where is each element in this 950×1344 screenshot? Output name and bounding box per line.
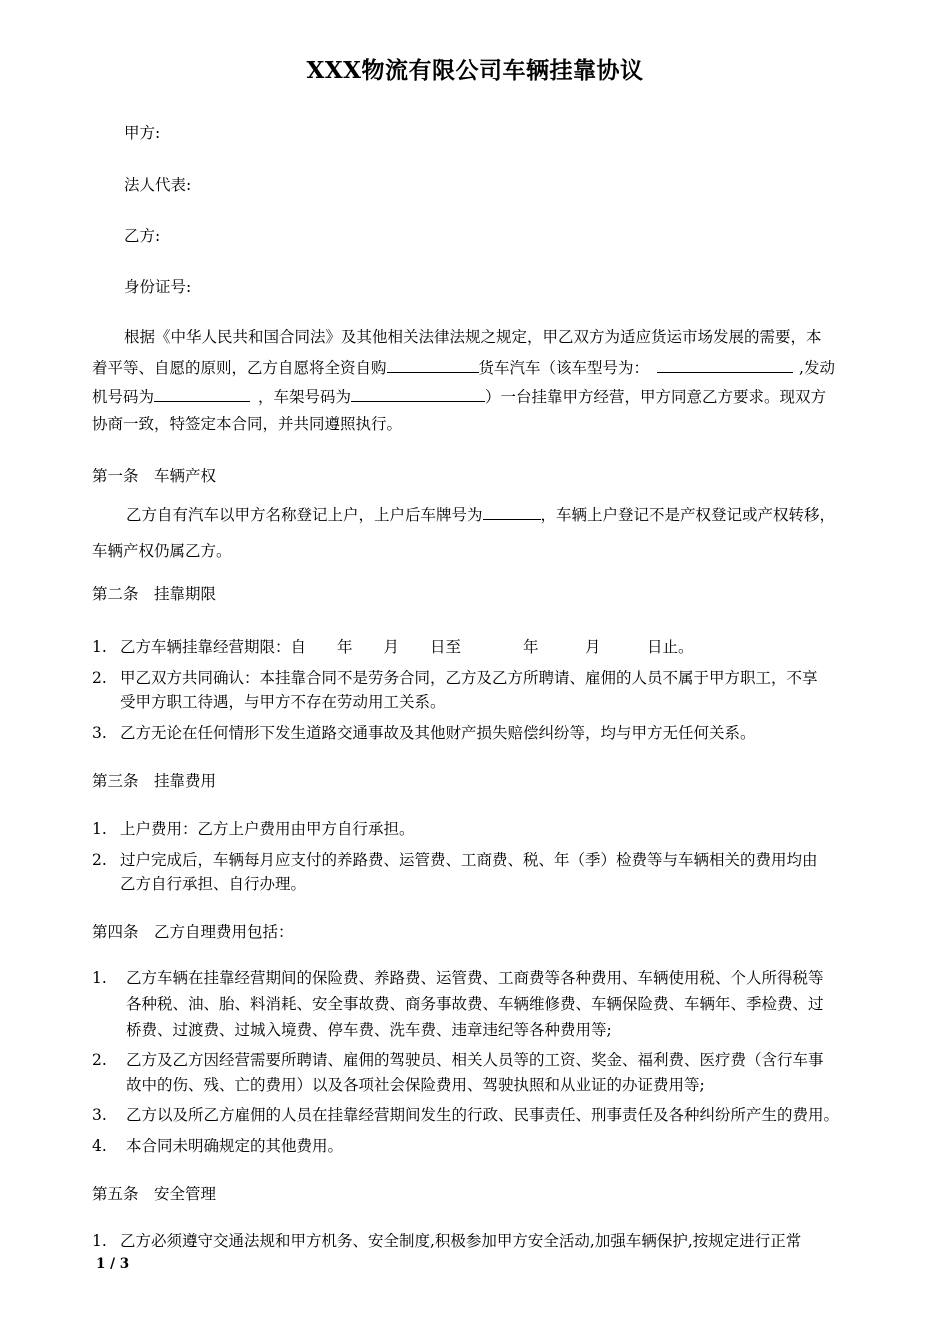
preamble-text: ）一台挂靠甲方经营，甲方同意乙方要求。现双方 — [485, 388, 827, 406]
preamble-line-2 — [92, 357, 835, 378]
party-a-label: 甲方: — [124, 124, 161, 142]
frame-number-blank — [351, 386, 485, 402]
article-4-item-1-line-1: 乙方车辆在挂靠经营期间的保险费、养路费、运管费、工商费等各种费用、车辆使用税、个人所得税等 — [126, 969, 824, 987]
article-3-item-2-line-1: 过户完成后，车辆每月应支付的养路费、运管费、工商费、税、年（季）检费等与车辆相关的费用均由 — [120, 851, 818, 869]
article-1-heading: 第一条 车辆产权 — [92, 467, 217, 485]
article-3-item-2-line-2: 乙方自行承担、自行办理。 — [120, 875, 307, 893]
page-title: XXX物流有限公司车辆挂靠协议 — [306, 57, 644, 84]
preamble-text: 着平等、自愿的原则，乙方自愿将全资自购 — [92, 359, 387, 377]
article-text: 乙方自有汽车以甲方名称登记上户，上户后车牌号为 — [126, 506, 483, 524]
preamble-text: ,发动 — [799, 359, 835, 377]
article-1-line-2: 车辆产权仍属乙方。 — [92, 542, 232, 560]
list-number: 1. — [92, 1232, 107, 1250]
preamble-text: ，车架号码为 — [258, 388, 352, 406]
article-2-heading: 第二条 挂靠期限 — [92, 585, 217, 603]
list-number: 3. — [92, 724, 107, 742]
page-number: 1 / 3 — [96, 1256, 130, 1272]
preamble-line-4: 协商一致，特签定本合同，并共同遵照执行。 — [92, 415, 403, 433]
preamble-line-1: 根据《中华人民共和国合同法》及其他相关法律法规之规定，甲乙双方为适应货运市场发展的需要，本 — [124, 328, 822, 346]
list-number: 4. — [92, 1137, 107, 1155]
article-4-item-1-line-3: 桥费、过渡费、过城入境费、停车费、洗车费、违章违纪等各种费用等; — [126, 1021, 612, 1039]
list-number: 3. — [92, 1106, 107, 1124]
legal-rep-label: 法人代表: — [124, 176, 192, 194]
list-number: 1. — [92, 820, 107, 838]
list-number: 2. — [92, 669, 107, 687]
article-4-item-2-line-1: 乙方及乙方因经营需要所聘请、雇佣的驾驶员、相关人员等的工资、奖金、福利费、医疗费（含行车事 — [126, 1051, 824, 1069]
preamble-line-3 — [92, 386, 826, 407]
vehicle-model-blank — [657, 357, 793, 373]
article-3-heading: 第三条 挂靠费用 — [92, 772, 217, 790]
article-2-item-1: 乙方车辆挂靠经营期限：自 年 月 日至 年 月 日止。 — [120, 638, 694, 656]
article-4-item-4: 本合同未明确规定的其他费用。 — [126, 1137, 344, 1155]
preamble-text: 机号码为 — [92, 388, 155, 406]
vehicle-brand-blank — [387, 357, 479, 373]
list-number: 1. — [92, 969, 107, 987]
article-2-item-2-line-1: 甲乙双方共同确认：本挂靠合同不是劳务合同，乙方及乙方所聘请、雇佣的人员不属于甲方职工，不享 — [120, 669, 818, 687]
article-4-item-3: 乙方以及所乙方雇佣的人员在挂靠经营期间发生的行政、民事责任、刑事责任及各种纠纷所产生的费用。 — [126, 1106, 840, 1124]
article-2-item-3: 乙方无论在任何情形下发生道路交通事故及其他财产损失赔偿纠纷等，均与甲方无任何关系。 — [120, 724, 756, 742]
party-b-label: 乙方: — [124, 227, 161, 245]
article-4-item-2-line-2: 故中的伤、残、亡的费用）以及各项社会保险费用、驾驶执照和从业证的办证费用等; — [126, 1076, 705, 1094]
article-4-heading: 第四条 乙方自理费用包括： — [92, 923, 294, 941]
preamble-text: 货车汽车（该车型号为： — [478, 359, 650, 377]
list-number: 2. — [92, 851, 107, 869]
article-3-item-1: 上户费用：乙方上户费用由甲方自行承担。 — [120, 820, 415, 838]
article-5-heading: 第五条 安全管理 — [92, 1185, 217, 1203]
engine-number-blank — [154, 386, 250, 402]
list-number: 1. — [92, 638, 107, 656]
article-2-item-2-line-2: 受甲方职工待遇，与甲方不存在劳动用工关系。 — [120, 693, 446, 711]
list-number: 2. — [92, 1051, 107, 1069]
article-text: ，车辆上户登记不是产权登记或产权转移， — [540, 506, 836, 524]
plate-number-blank — [483, 504, 541, 520]
article-5-item-1: 乙方必须遵守交通法规和甲方机务、安全制度,积极参加甲方安全活动,加强车辆保护,按规定进行正常 — [120, 1232, 802, 1250]
article-1-line-1 — [126, 504, 835, 525]
article-4-item-1-line-2: 各种税、油、胎、料消耗、安全事故费、商务事故费、车辆维修费、车辆保险费、车辆年、季检费、过 — [126, 995, 824, 1013]
id-number-label: 身份证号: — [124, 278, 192, 296]
